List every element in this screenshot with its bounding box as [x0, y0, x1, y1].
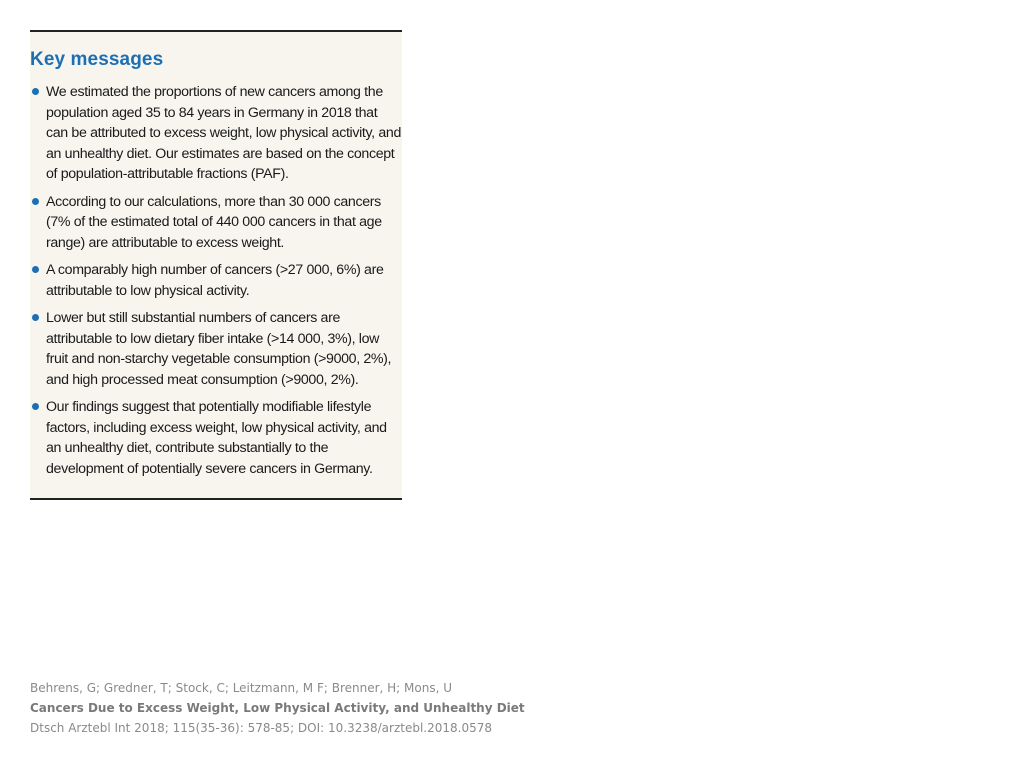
list-item — [30, 260, 402, 301]
bullet-dot-icon — [32, 198, 39, 205]
bullet-text: Lower but still substantial numbers of cancers are attributable to low dietary fiber intake (>14 000, 3%), low fruit and non-starchy vegetable consumption (>9000, 2%), and high processed meat consumption (>9000, 2%). — [46, 310, 392, 388]
citation-block — [30, 678, 525, 738]
citation-reference: Dtsch Arztebl Int 2018; 115(35-36): 578-85; DOI: 10.3238/arztebl.2018.0578 — [30, 721, 493, 735]
bullet-dot-icon — [32, 403, 39, 410]
list-item — [30, 397, 402, 479]
key-messages-list — [30, 82, 402, 486]
bullet-dot-icon — [32, 88, 39, 95]
key-messages-box — [30, 30, 402, 500]
bullet-text: Our findings suggest that potentially modifiable lifestyle factors, including excess weight, low physical activity, and an unhealthy diet, contribute substantially to the development of potentially severe cancers in Germany. — [46, 399, 387, 477]
bullet-dot-icon — [32, 266, 39, 273]
bullet-text: We estimated the proportions of new cancers among the population aged 35 to 84 years in Germany in 2018 that can be attributed to excess weight, low physical activity, and an unhealthy diet. Our estimates are based on the concept of population-attributable fractions (PAF). — [46, 84, 401, 182]
list-item — [30, 308, 402, 390]
bullet-dot-icon — [32, 314, 39, 321]
bullet-text: A comparably high number of cancers (>27 000, 6%) are attributable to low physical activity. — [46, 262, 384, 299]
citation-authors: Behrens, G; Gredner, T; Stock, C; Leitzmann, M F; Brenner, H; Mons, U — [30, 681, 452, 695]
key-messages-title: Key messages — [30, 49, 164, 70]
list-item — [30, 192, 402, 254]
bullet-text: According to our calculations, more than 30 000 cancers (7% of the estimated total of 440 000 cancers in that age range) are attributable to excess weight. — [46, 193, 382, 251]
list-item — [30, 82, 402, 185]
citation-title: Cancers Due to Excess Weight, Low Physical Activity, and Unhealthy Diet — [30, 701, 525, 715]
